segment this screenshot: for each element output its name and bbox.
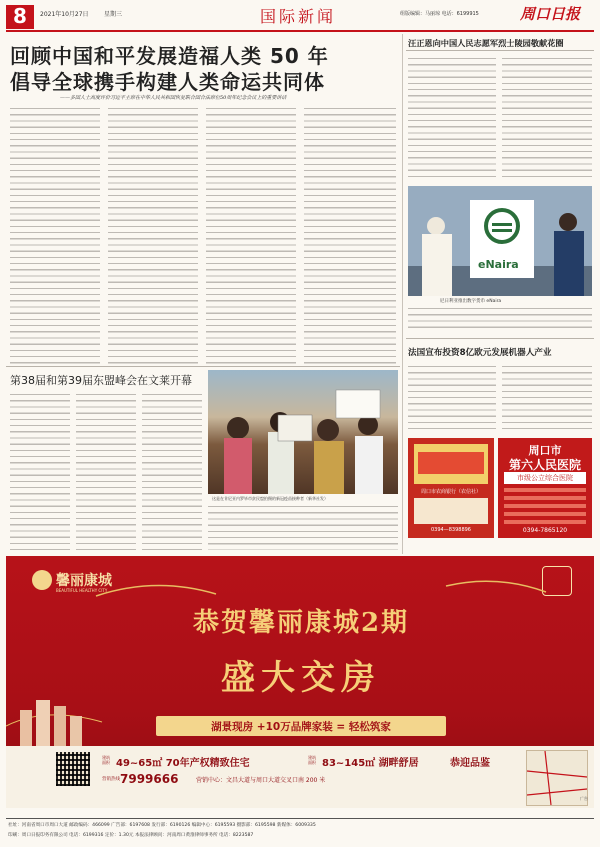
story2-body-col-2 [76,392,136,550]
right-top-photo-caption: 尼日利亚推出数字货币 eNaira [440,299,502,304]
story2-headline: 第38届和第39届东盟峰会在文莱开幕 [10,374,192,387]
date: 2021年10月27日 [40,11,89,18]
brand-name: 馨丽康城 [56,573,112,589]
bank-phone: 0394—8398896 [431,527,471,533]
lead-body-col-3 [206,106,296,364]
hospital-ad [498,438,592,538]
weekday: 星期三 [104,11,123,18]
address: 营销中心：文昌大道与周口大道交叉口南 200 米 [196,777,326,784]
lead-body-col-1 [10,106,100,364]
spec-right-prefix: 建筑面积 [308,755,316,765]
lead-headline-2: 倡导全球携手构建人类命运共同体 [10,70,325,94]
right-top-body-col-2 [502,56,592,182]
hospital-line-1: 周口市 [528,444,562,457]
paper-name: 周口日报 [520,5,581,23]
hospital-line-3: 市级公立综合医院 [517,474,573,482]
map-illustration [526,750,588,806]
lead-headline-1: 回顾中国和平发展造福人类 50 年 [10,44,329,68]
real-estate-ad [6,556,594,808]
phone-label: 营销热线 [102,777,120,782]
ad-label: 广告 [580,796,588,801]
footer-line-2: 印刷：周口日报印务有限公司 电话：6199316 定价：1.30元 本报法律顾问：河南周口黄淮律师事务所 电话：8223587 [8,833,254,838]
bank-name: 周口市农商银行（农信社） [420,489,481,495]
right-top-headline: 汪正恩向中国人民志愿军烈士陵园敬献花圈 [408,38,564,48]
spec-left: 49~65㎡ 70年产权精致住宅 [116,758,250,769]
right-mid-headline: 法国宣布投资8亿欧元发展机器人产业 [408,348,552,358]
qr-code [56,752,90,786]
kenya-vaccine-photo [208,370,398,494]
brand-name-en: BEAUTIFUL HEALTHY CITY [56,588,108,593]
bank-ad [408,438,494,538]
story2-body-col-3 [142,392,202,550]
hospital-phone: 0394-7865120 [522,527,568,534]
story2-body-col-1 [10,392,70,550]
slogan-2: 盛大交房 [221,658,381,698]
slogan-1: 恭贺馨丽康城2期 [192,608,410,638]
promo-banner-text: 湖景现房 +10万品牌家装 = 轻松筑家 [211,721,391,733]
right-mid-body-col-2 [502,364,592,434]
spec-left-prefix: 建筑面积 [102,755,110,765]
lead-body-col-2 [108,106,198,364]
phone-number: 7999666 [120,772,179,786]
lead-body-col-4 [304,106,396,364]
story2-photo-caption: 这是在肯尼亚内罗毕市贫民窟拍摄的新冠疫苗接种者（新华社发） [212,496,328,501]
spec-tag: 恭迎品鉴 [450,758,490,769]
enaira-photo [408,186,592,296]
footer-line-1: 社址：河南省周口市周口大道 邮政编码：466099 广告部：6197608 发行部：6190126 编辑中心：6195593 摄影部：6195598 新媒体：6009335 [8,823,316,828]
spec-right: 83~145㎡ 湖畔舒居 [322,758,419,769]
editor-info: 组版编辑：马丽琼 电话：6199915 [400,11,479,17]
hospital-line-2: 第六人民医院 [508,458,581,472]
lead-subhead: ——多国人士高度评价习近平主席在中华人民共和国恢复联合国合法席位50周年纪念会议上的重要讲话 [60,95,287,101]
right-top-body-col-1 [408,56,496,182]
story2-body-col-4 [208,504,398,550]
section-title: 国际新闻 [259,7,336,26]
right-mid-body-col-1 [408,364,496,434]
right-top-caption-text [408,306,592,332]
enaira-logo-text: eNaira [478,258,519,271]
page-number: 8 [13,4,27,28]
